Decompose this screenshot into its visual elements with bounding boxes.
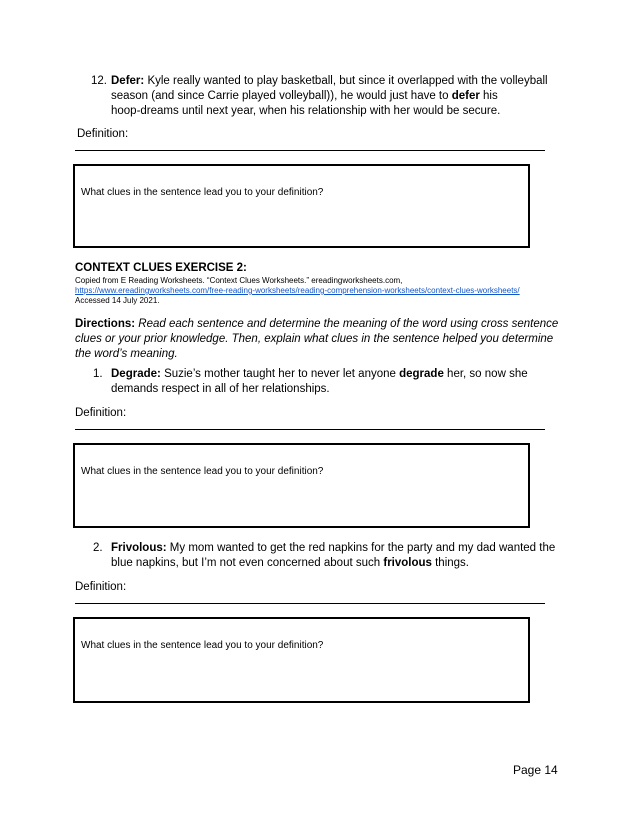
sentence-line: Suzie’s mother taught her to never let anyone: [164, 368, 400, 380]
directions-label: Directions:: [75, 318, 136, 330]
clue-answer-box[interactable]: [73, 443, 530, 528]
vocab-word: frivolous: [383, 557, 432, 569]
definition-label: Definition:: [75, 407, 127, 419]
vocab-word: defer: [451, 90, 480, 102]
definition-label: Definition:: [77, 128, 129, 140]
question-number: 2.: [93, 542, 103, 554]
definition-answer-line[interactable]: [75, 429, 545, 430]
sentence-line: My mom wanted to get the red napkins for the party and my dad wanted the: [169, 542, 556, 554]
sentence-line: blue napkins, but I’m not even concerned about such: [111, 557, 384, 569]
vocab-term: Defer:: [111, 75, 145, 87]
directions-text: the word’s meaning.: [75, 348, 178, 360]
question-number: 12.: [91, 75, 107, 87]
citation-text: Copied from E Reading Worksheets. “Context Clues Worksheets.” ereadingworksheets.com,: [75, 276, 403, 285]
vocab-term: Frivolous:: [111, 542, 167, 554]
clue-prompt: What clues in the sentence lead you to your definition?: [81, 640, 324, 651]
clue-answer-box[interactable]: [73, 617, 530, 703]
directions-text: clues or your prior knowledge. Then, explain what clues in the sentence helped you determine: [75, 333, 554, 345]
clue-answer-box[interactable]: [73, 164, 530, 248]
question-number: 1.: [93, 368, 103, 380]
sentence-line: things.: [431, 557, 469, 569]
exercise-title: CONTEXT CLUES EXERCISE 2:: [75, 262, 247, 274]
sentence-line: demands respect in all of her relationships.: [111, 383, 330, 395]
directions-text: Read each sentence and determine the meaning of the word using cross sentence: [138, 318, 559, 330]
sentence-line: his: [479, 90, 498, 102]
directions: [75, 317, 559, 362]
definition-answer-line[interactable]: [75, 603, 545, 604]
definition-answer-line[interactable]: [75, 150, 545, 151]
clue-prompt: What clues in the sentence lead you to your definition?: [81, 466, 324, 477]
definition-label: Definition:: [75, 581, 127, 593]
sentence-line: hoop-dreams until next year, when his relationship with her would be secure.: [111, 105, 501, 117]
clue-prompt: What clues in the sentence lead you to your definition?: [81, 187, 324, 198]
sentence-line: her, so now she: [443, 368, 528, 380]
page-number: Page 14: [513, 763, 558, 777]
vocab-term: Degrade:: [111, 368, 161, 380]
sentence-line: season (and since Carrie played volleyball)), he would just have to: [111, 90, 452, 102]
citation-link[interactable]: https://www.ereadingworksheets.com/free-reading-worksheets/reading-comprehension-worksheets/context-clues-worksheets/: [75, 286, 520, 295]
vocab-word: degrade: [399, 368, 444, 380]
citation-accessed: Accessed 14 July 2021.: [75, 296, 160, 305]
sentence-line: Kyle really wanted to play basketball, but since it overlapped with the volleyball: [147, 75, 548, 87]
